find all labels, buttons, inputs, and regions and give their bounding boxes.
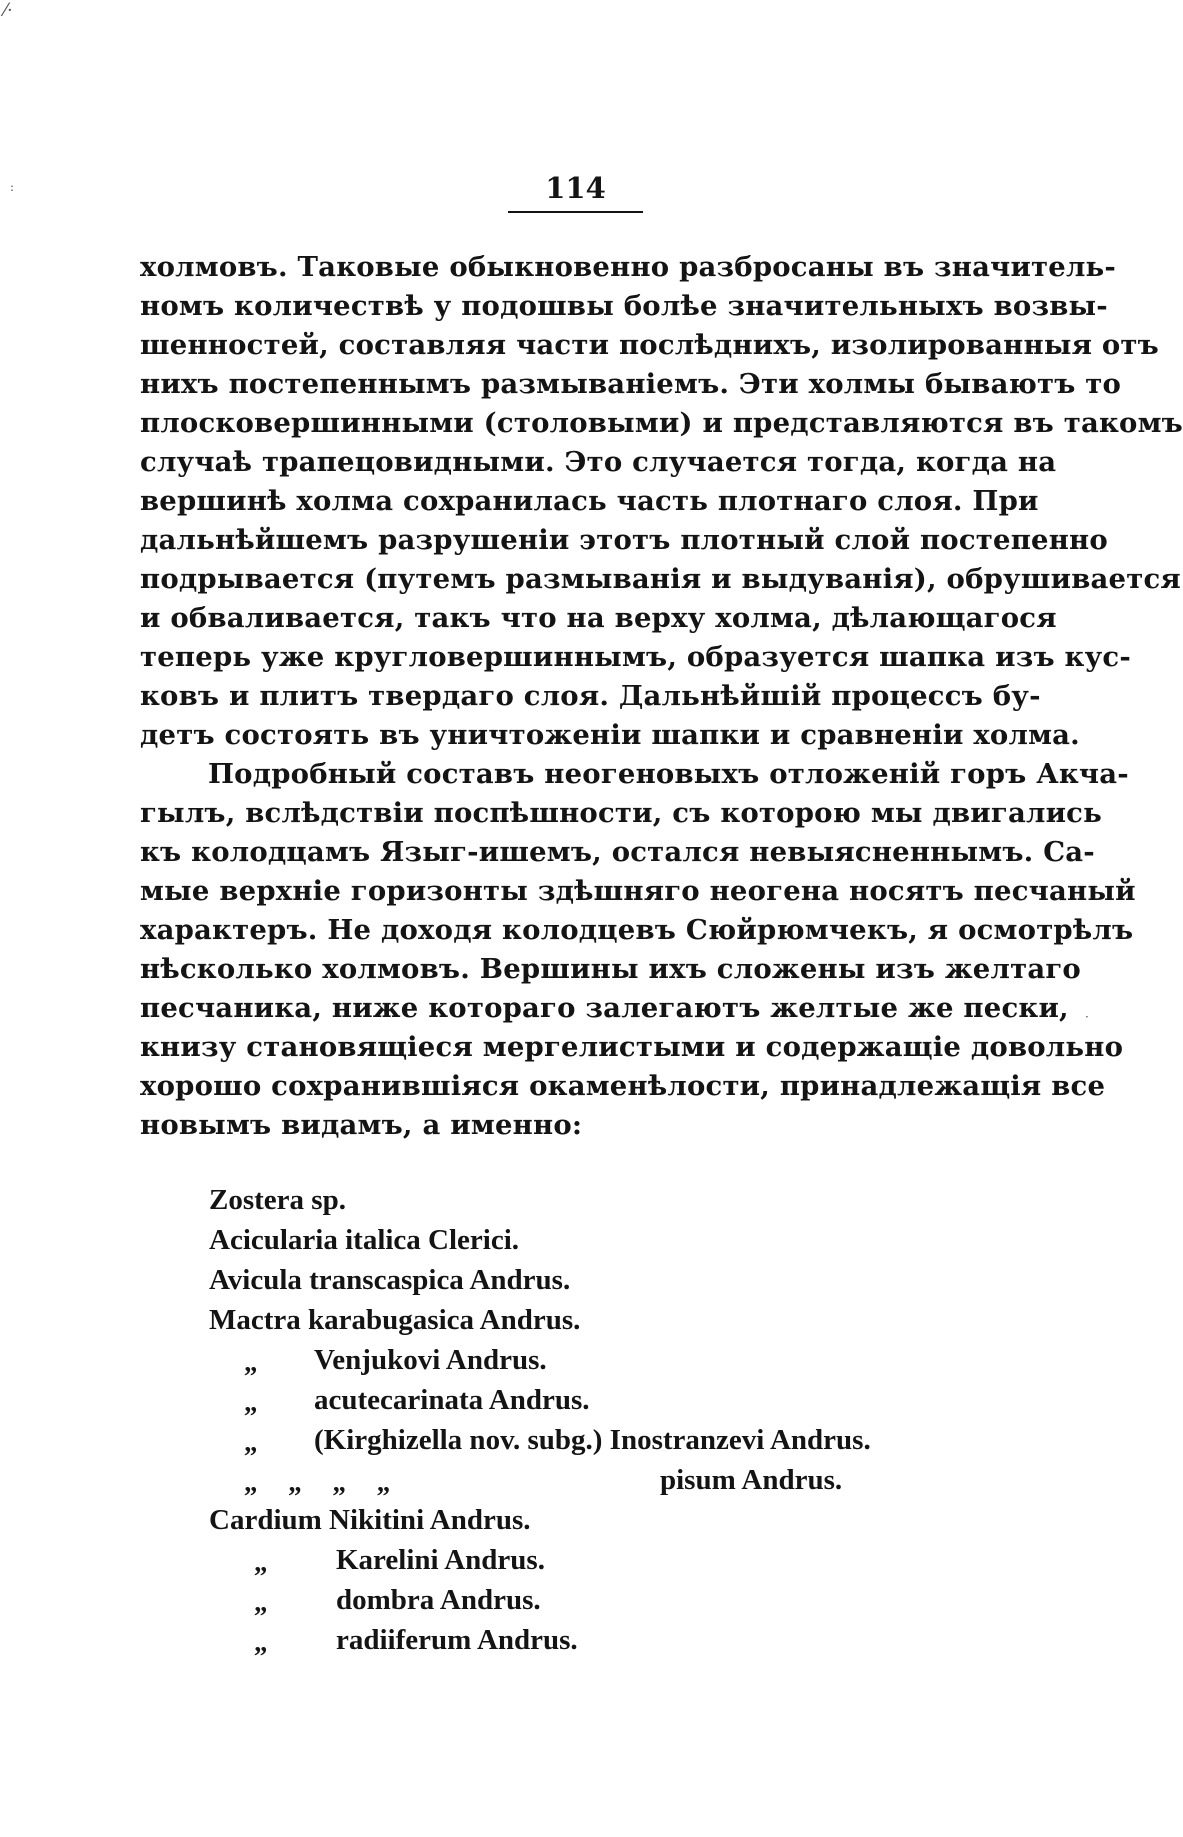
- text-line: подрывается (путемъ размыванія и выдуванія), обрушивается: [140, 563, 1181, 595]
- text-line: детъ состоять въ уничтоженіи шапки и сравненіи холма.: [140, 719, 1080, 751]
- text-line: песчаника, ниже котораго залегаютъ желтые же пески,: [140, 992, 1069, 1024]
- species-name: radiiferum Andrus.: [336, 1624, 578, 1656]
- text-line: гылъ, вслѣдствіи поспѣшности, съ которою мы двигались: [140, 797, 1102, 829]
- text-line: новымъ видамъ, а именно:: [140, 1109, 583, 1141]
- page-number-rule: [508, 211, 643, 213]
- species-item: [140, 1500, 1005, 1540]
- ditto-mark: „: [254, 1547, 268, 1577]
- text-line: мые верхніе горизонты здѣшняго неогена носятъ песчаный: [140, 875, 1136, 907]
- species-item: [140, 1420, 1005, 1460]
- species-item: [140, 1540, 1005, 1580]
- text-line: плосковершинными (столовыми) и представляются въ такомъ: [140, 407, 1183, 439]
- text-line: случаѣ трапецовидными. Это случается тогда, когда на: [140, 446, 1057, 478]
- ditto-mark: „: [244, 1427, 258, 1457]
- species-name: acutecarinata Andrus.: [314, 1384, 590, 1416]
- margin-speck: ·: [1085, 1010, 1089, 1024]
- species-name: Mactra karabugasica Andrus.: [209, 1304, 581, 1336]
- text-line: характеръ. Не доходя колодцевъ Сюйрюмчекъ, я осмотрѣлъ: [140, 914, 1134, 946]
- text-line: нихъ постепеннымъ размываніемъ. Эти холмы бываютъ то: [140, 368, 1122, 400]
- species-name: Zostera sp.: [209, 1184, 346, 1216]
- ditto-mark: „: [254, 1627, 268, 1657]
- species-name: Avicula transcaspica Andrus.: [209, 1264, 571, 1296]
- species-item: [140, 1180, 1005, 1220]
- text-line: книзу становящіеся мергелистыми и содержащіе довольно: [140, 1031, 1124, 1063]
- ditto-mark: „: [244, 1387, 258, 1417]
- text-line: и обваливается, такъ что на верху холма, дѣлающагося: [140, 602, 1057, 634]
- species-item: [140, 1380, 1005, 1420]
- text-line: шенностей, составляя части послѣднихъ, изолированныя отъ: [140, 329, 1159, 361]
- species-name: Venjukovi Andrus.: [314, 1344, 547, 1376]
- text-line: дальнѣйшемъ разрушеніи этотъ плотный слой постепенно: [140, 524, 1108, 556]
- species-item: [140, 1300, 1005, 1340]
- text-line: холмовъ. Таковые обыкновенно разбросаны въ значитель-: [140, 251, 1117, 283]
- text-line: Подробный составъ неогеновыхъ отложеній горъ Акча-: [208, 758, 1129, 790]
- text-line: къ колодцамъ Языг-ишемъ, остался невыясненнымъ. Са-: [140, 836, 1095, 868]
- species-name: (Kirghizella nov. subg.) Inostranzevi Andrus.: [314, 1424, 871, 1456]
- species-name: dombra Andrus.: [336, 1584, 541, 1616]
- ditto-mark: „ „ „ „: [244, 1467, 403, 1497]
- ditto-mark: „: [244, 1347, 258, 1377]
- margin-speck: :: [10, 180, 15, 194]
- paragraph-2: [140, 755, 1136, 1145]
- text-line: ковъ и плитъ твердаго слоя. Дальнѣйшій процессъ бу-: [140, 680, 1041, 712]
- paragraph-1: [140, 248, 1183, 755]
- text-line: теперь уже кругловершиннымъ, образуется шапка изъ кус-: [140, 641, 1131, 673]
- species-name: Cardium Nikitini Andrus.: [209, 1504, 531, 1536]
- species-item: [140, 1220, 1005, 1260]
- text-line: номъ количествѣ у подошвы болѣе значительныхъ возвы-: [140, 290, 1108, 322]
- text-line: хорошо сохранившіяся окаменѣлости, принадлежащія все: [140, 1070, 1106, 1102]
- species-item: [140, 1460, 1005, 1500]
- species-item: [140, 1260, 1005, 1300]
- text-line: нѣсколько холмовъ. Вершины ихъ сложены изъ желтаго: [140, 953, 1081, 985]
- species-item: [140, 1580, 1005, 1620]
- species-name: pisum Andrus.: [660, 1464, 843, 1496]
- species-item: [140, 1340, 1005, 1380]
- species-list: [140, 1180, 1005, 1660]
- species-name: Karelini Andrus.: [336, 1544, 545, 1576]
- species-item: [140, 1620, 1005, 1660]
- text-line: вершинѣ холма сохранилась часть плотнаго слоя. При: [140, 485, 1039, 517]
- page-number: 114: [545, 171, 606, 205]
- body-text: [140, 248, 1183, 1145]
- species-name: Acicularia italica Clerici.: [209, 1224, 520, 1256]
- ditto-mark: „: [254, 1587, 268, 1617]
- margin-speck: ⁄·: [4, 0, 13, 21]
